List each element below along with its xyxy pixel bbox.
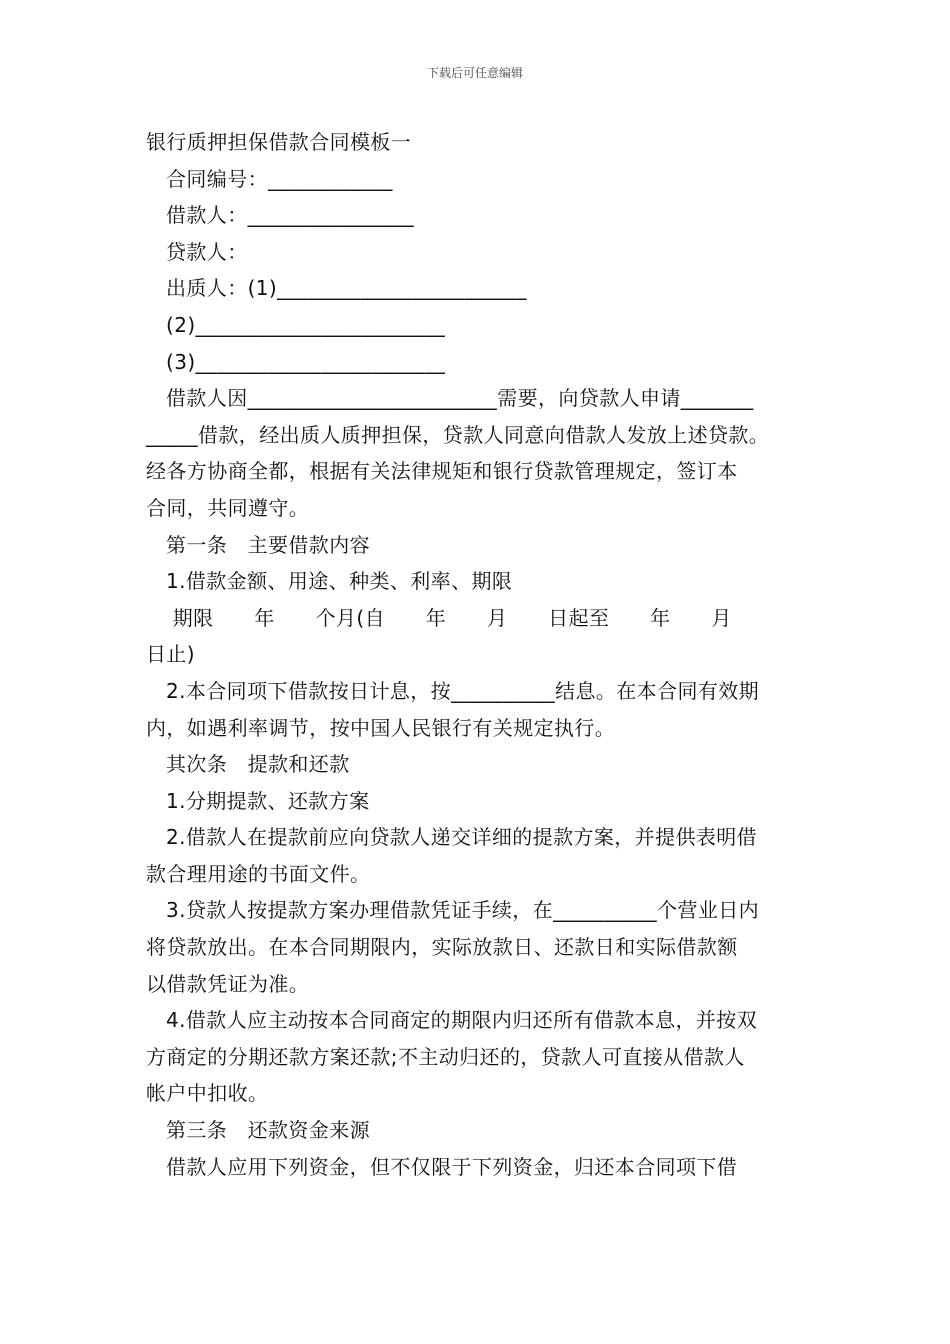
clause-line: 以借款凭证为准。 (146, 971, 310, 996)
clause-line: 帐户中扣收。 (146, 1081, 269, 1106)
page-header-note: 下载后可任意编辑 (426, 66, 523, 80)
preamble-line: 借款人因________________________需要，向贷款人申请_______ (166, 386, 754, 411)
preamble-line: 合同，共同遵守。 (146, 495, 310, 520)
clause-line: 借款人应用下列资金，但不仅限于下列资金，归还本合同项下借 (166, 1154, 738, 1179)
clause-line: 1.借款金额、用途、种类、利率、期限 (166, 569, 513, 594)
lender-line: 贷款人： (166, 239, 248, 264)
article-heading: 第三条 还款资金来源 (166, 1118, 370, 1143)
clause-line: 方商定的分期还款方案还款;不主动归还的，贷款人可直接从借款人 (146, 1044, 745, 1069)
clause-line: 4.借款人应主动按本合同商定的期限内归还所有借款本息，并按双 (166, 1008, 758, 1033)
clause-line: 2.本合同项下借款按日计息，按__________结息。在本合同有效期 (166, 678, 760, 703)
document-title: 银行质押担保借款合同模板一 (146, 130, 412, 154)
preamble-line: _____借款，经出质人质押担保，贷款人同意向借款人发放上述贷款。 (146, 422, 770, 447)
borrower-line: 借款人：________________ (166, 203, 414, 228)
pledgor-line-1: 出质人：(1)________________________ (166, 276, 527, 301)
clause-line: 3.贷款人按提款方案办理借款凭证手续，在__________个营业日内 (166, 898, 760, 923)
contract-number-line: 合同编号：____________ (166, 166, 393, 191)
article-heading: 第一条 主要借款内容 (166, 532, 370, 557)
pledgor-line-2: (2)________________________ (166, 312, 446, 337)
article-heading: 其次条 提款和还款 (166, 752, 350, 777)
clause-line: 款合理用途的书面文件。 (146, 861, 371, 886)
clause-line: 1.分期提款、还款方案 (166, 788, 370, 813)
term-line: 期限 年 个月(自 年 月 日起至 年 月 (166, 605, 732, 630)
term-line: 日止) (146, 642, 196, 667)
preamble-line: 经各方协商全都，根据有关法律规矩和银行贷款管理规定，签订本 (146, 459, 738, 484)
clause-line: 2.借款人在提款前应向贷款人递交详细的提款方案，并提供表明借 (166, 825, 758, 850)
contract-body (146, 124, 810, 1185)
clause-line: 将贷款放出。在本合同期限内，实际放款日、还款日和实际借款额 (146, 935, 738, 960)
pledgor-line-3: (3)________________________ (166, 349, 446, 374)
clause-line: 内，如遇利率调节，按中国人民银行有关规定执行。 (146, 715, 616, 740)
